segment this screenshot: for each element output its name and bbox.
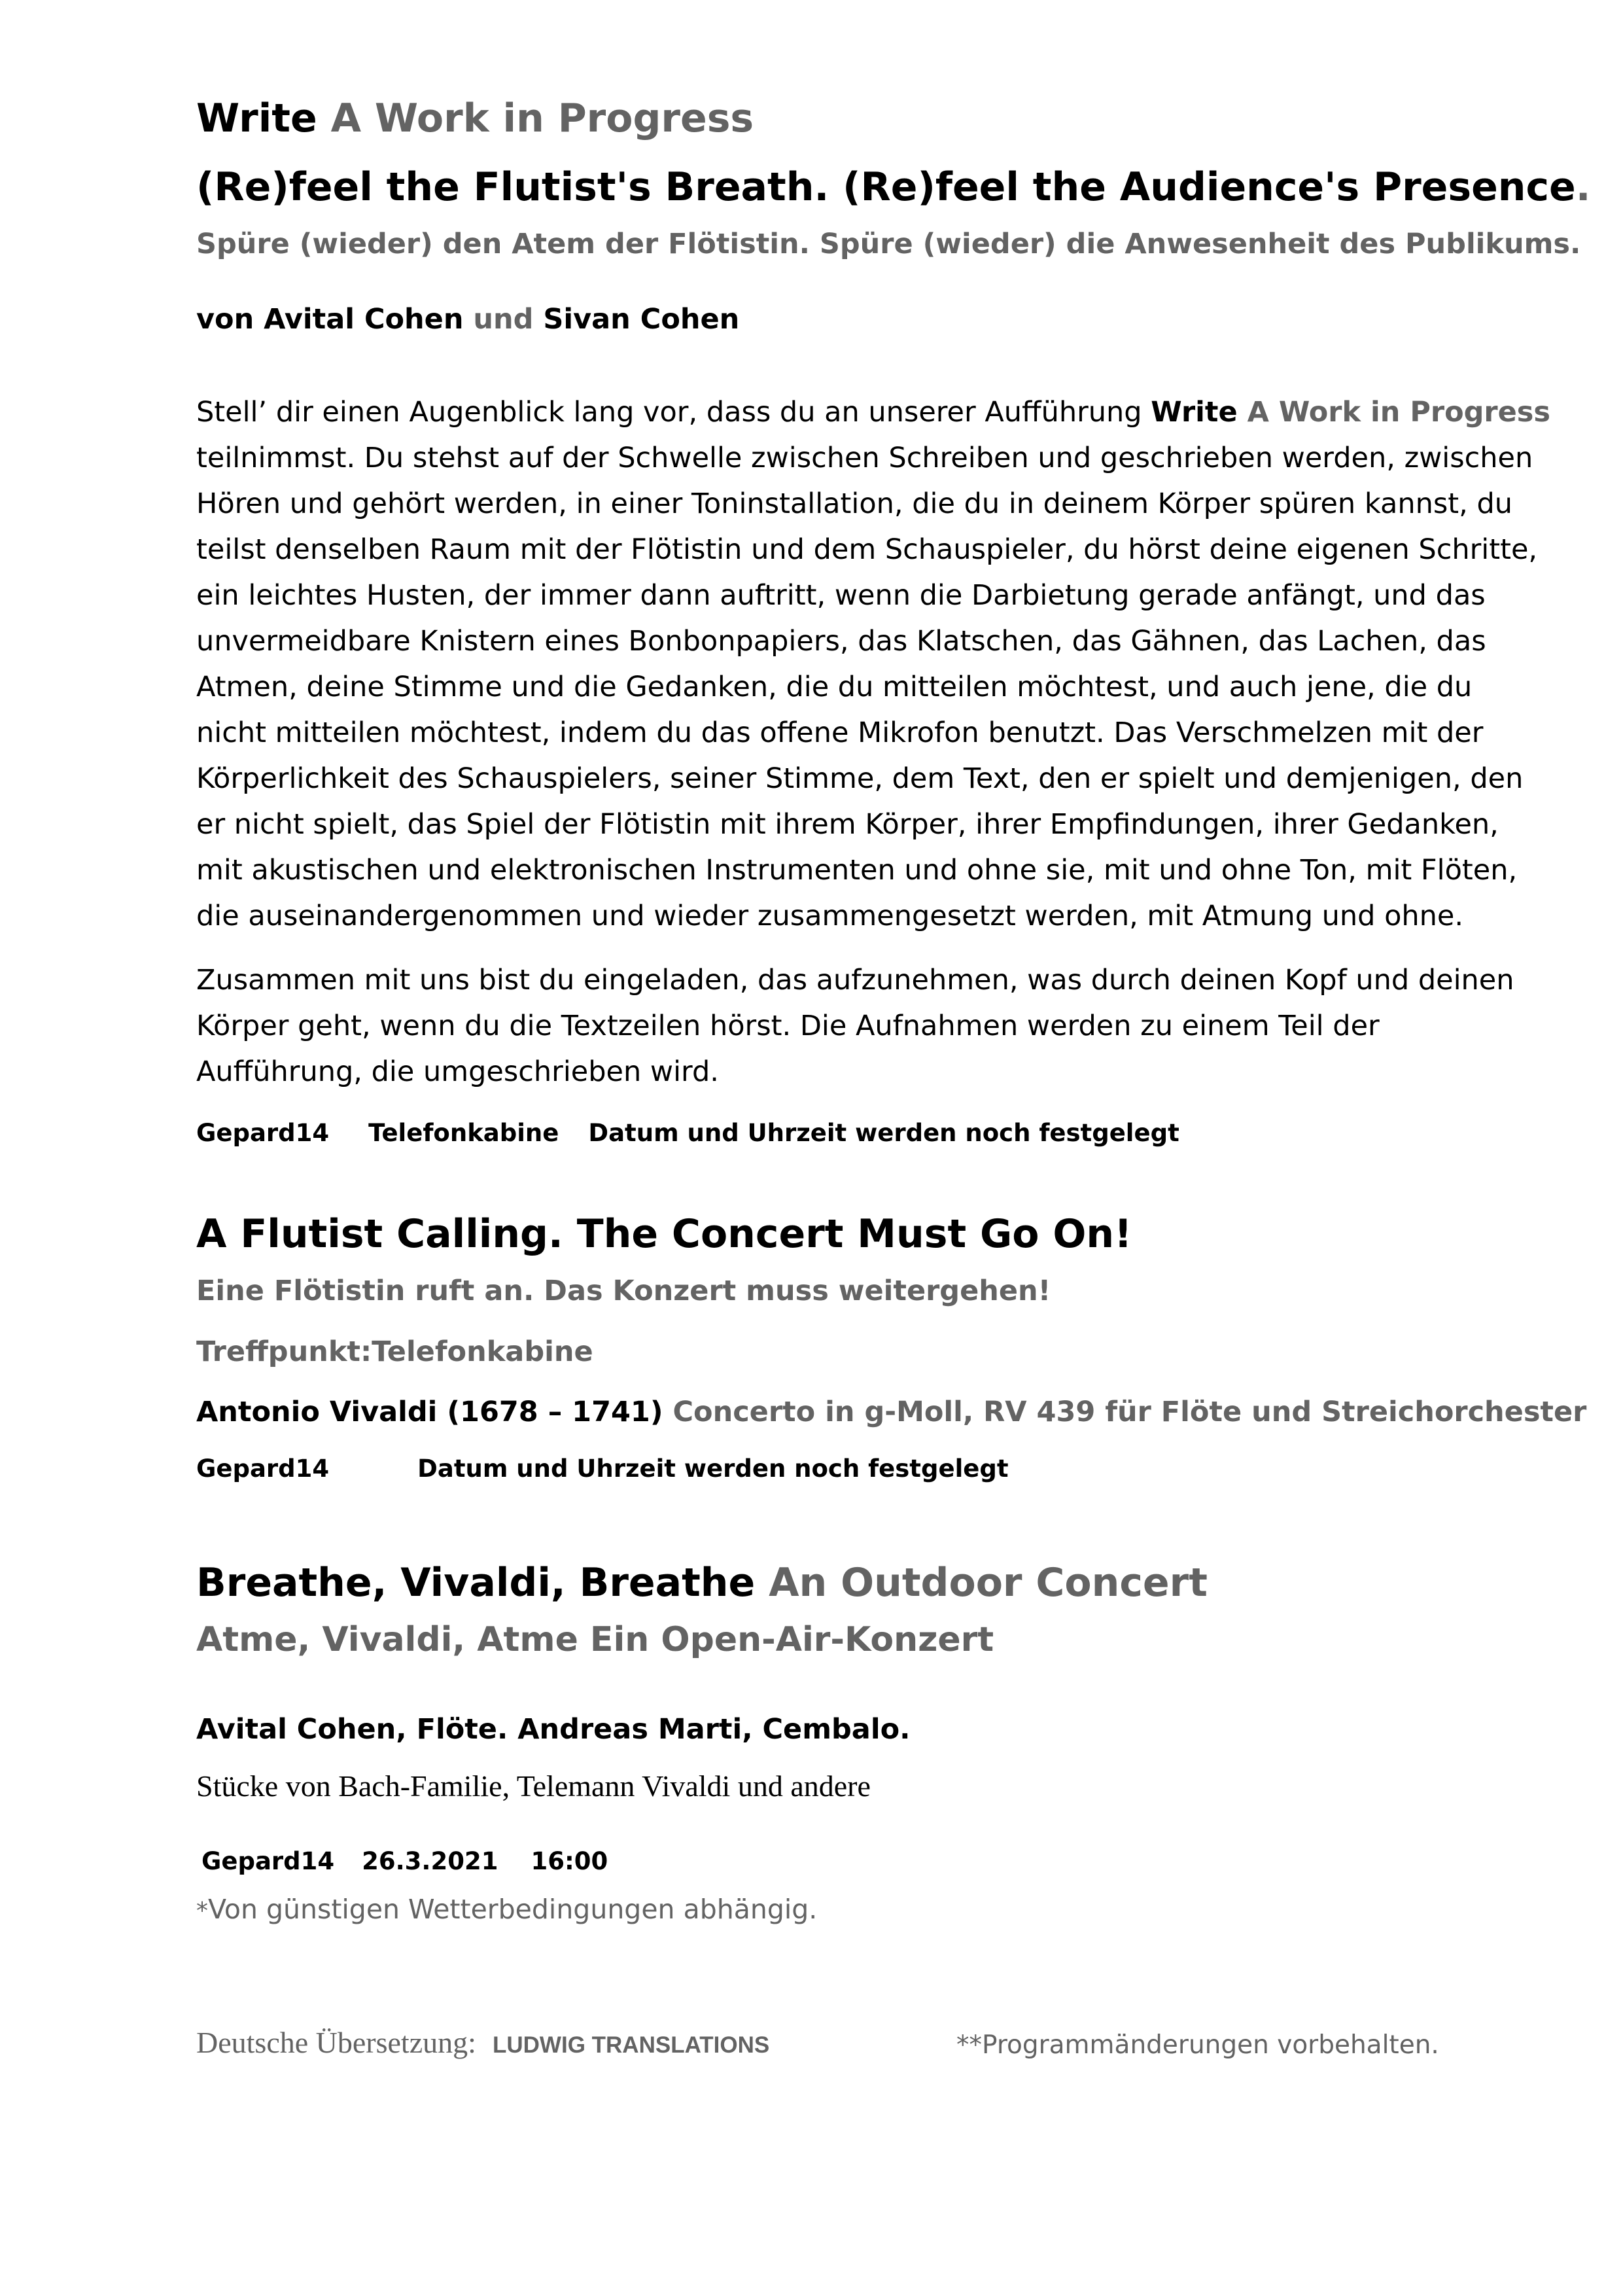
para1-line1-grey: A Work in Progress [1237,396,1550,429]
info-venue: Gepard14 [196,1119,330,1147]
para1-line: teilnimmst. Du stehst auf der Schwelle zwischen Schreiben und geschrieben werden, zwischen [196,442,1533,474]
section3-title [196,1559,1208,1606]
info-time: 16:00 [531,1847,608,1875]
footer-translation [196,2025,769,2060]
subtitle-en-text: (Re)feel the Flutist's Breath. (Re)feel the Audience's Presence [196,164,1576,210]
section1-title [196,95,754,142]
section2-title: A Flutist Calling. The Concert Must Go On! [196,1211,1132,1257]
para1-line1-pre: Stell’ dir einen Augenblick lang vor, dass du an unserer Aufführung [196,396,1151,429]
work: Concerto in g-Moll, RV 439 für Flöte und Streichorchester [672,1396,1587,1428]
para2-line: Zusammen mit uns bist du eingeladen, das aufzunehmen, was durch deinen Kopf und deinen [196,964,1514,997]
para1-line: die auseinandergenommen und wieder zusammengesetzt werden, mit Atmung und ohne. [196,900,1464,932]
para1-line: Körperlichkeit des Schauspielers, seiner Stimme, dem Text, den er spielt und demjenigen, den [196,762,1524,795]
para2-line: Aufführung, die umgeschrieben wird. [196,1055,719,1088]
title-grey: An Outdoor Concert [769,1560,1208,1606]
footer-disclaimer: **Programmänderungen vorbehalten. [956,2030,1439,2060]
section2-info [196,1453,1009,1485]
author-1: von Avital Cohen [196,303,464,336]
section3-info [201,1845,608,1878]
section3-subtitle-de: Atme, Vivaldi, Atme Ein Open-Air-Konzert [196,1620,994,1659]
section2-meeting-point: Treffpunkt:Telefonkabine [196,1335,593,1368]
info-location: Telefonkabine [368,1119,559,1147]
subtitle-en-end: . [1575,164,1591,210]
para1-line: mit akustischen und elektronischen Instrumenten und ohne sie, mit und ohne Ton, mit Flöten, [196,854,1518,887]
translation-label: Deutsche Übersetzung: [196,2026,476,2059]
section1-subtitle-en [196,164,1591,211]
author-2: Sivan Cohen [543,303,740,336]
section1-info [196,1117,1179,1150]
para1-line: nicht mitteilen möchtest, indem du das offene Mikrofon benutzt. Das Verschmelzen mit der [196,716,1484,749]
info-venue: Gepard14 [196,1455,330,1483]
para1-line: ein leichtes Husten, der immer dann auftritt, wenn die Darbietung gerade anfängt, und das [196,579,1486,612]
translator-name: LUDWIG TRANSLATIONS [493,2032,770,2058]
info-date: 26.3.2021 [362,1847,498,1875]
para1-line: Atmen, deine Stimme und die Gedanken, die du mitteilen möchtest, und auch jene, die du [196,671,1473,703]
info-venue: Gepard14 [201,1847,335,1875]
authors-and: und [473,303,534,336]
section2-program [196,1394,1586,1430]
title-bold: Write [196,96,317,141]
para1-line1-bold: Write [1151,396,1238,429]
section3-pieces: Stücke von Bach-Familie, Telemann Vivaldi und andere [196,1769,871,1803]
info-date: Datum und Uhrzeit werden noch festgelegt [417,1455,1009,1483]
title-bold: Breathe, Vivaldi, Breathe [196,1560,756,1606]
para1-line: er nicht spielt, das Spiel der Flötistin mit ihrem Körper, ihrer Empfindungen, ihrer Gedanken, [196,808,1499,841]
section3-weather-note [196,1891,817,1930]
section1-paragraph-2 [196,957,1514,1095]
section3-performers: Avital Cohen, Flöte. Andreas Marti, Cembalo. [196,1713,911,1746]
composer: Antonio Vivaldi (1678 – 1741) [196,1396,663,1428]
para2-line: Körper geht, wenn du die Textzeilen hörst. Die Aufnahmen werden zu einem Teil der [196,1010,1380,1042]
para1-line: teilst denselben Raum mit der Flötistin und dem Schauspieler, du hörst deine eigenen Schritte, [196,533,1538,566]
section1-subtitle-de: Spüre (wieder) den Atem der Flötistin. Spüre (wieder) die Anwesenheit des Publikums. [196,228,1581,260]
title-grey: A Work in Progress [330,96,754,141]
section2-subtitle-de: Eine Flötistin ruft an. Das Konzert muss weitergehen! [196,1275,1051,1307]
note-star-icon: * [196,1898,208,1924]
note-text: Von günstigen Wetterbedingungen abhängig. [208,1894,818,1925]
para1-line-1 [196,389,1550,435]
para1-line: Hören und gehört werden, in einer Toninstallation, die du in deinem Körper spüren kannst, du [196,487,1512,520]
para1-line: unvermeidbare Knistern eines Bonbonpapiers, das Klatschen, das Gähnen, das Lachen, das [196,625,1486,658]
info-date: Datum und Uhrzeit werden noch festgelegt [588,1119,1179,1147]
section1-paragraph-1 [196,389,1550,939]
section1-authors [196,301,739,338]
